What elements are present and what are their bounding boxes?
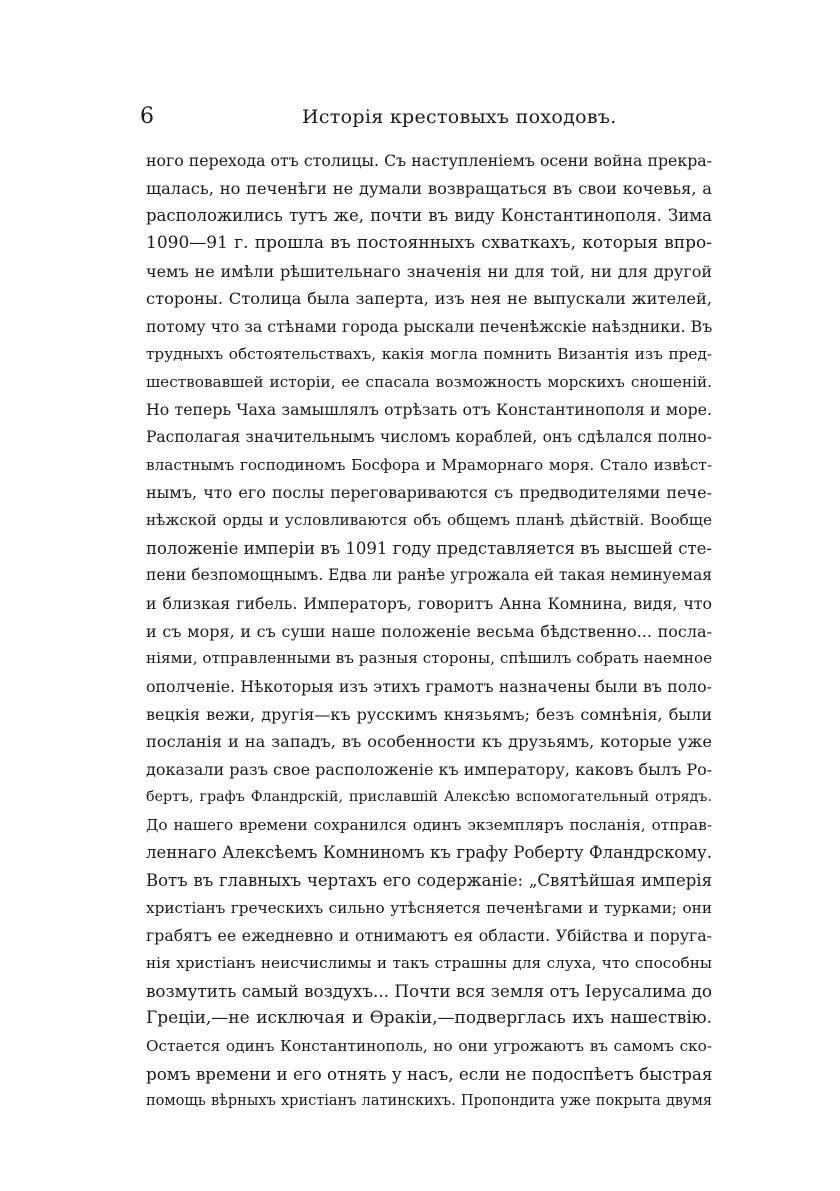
text-line: нія христіанъ неисчислимы и такъ страшны для слуха, что способны [146,953,712,972]
page-number: 6 [140,104,154,129]
text-line: грабятъ ее ежедневно и отнимаютъ ея области. Убійства и поруга- [146,926,712,946]
text-line: христіанъ греческихъ сильно утѣсняется печенѣгами и турками; они [146,898,712,917]
text-line: ніями, отправленными въ разныя стороны, спѣшилъ собрать наемное [146,649,712,668]
text-line: леннаго Алексѣемъ Комниномъ къ графу Роберту Фландрскому. [146,843,712,863]
text-line: чемъ не имѣли рѣшительнаго значенія ни для той, ни для другой [146,261,712,281]
page-header [140,100,710,134]
text-line: бертъ, графъ Фландрскій, приславшій Алексѣю вспомогательный отрядъ. [146,788,712,805]
text-line: ного перехода отъ столицы. Съ наступленіемъ осени война прекра- [146,151,712,170]
text-line: властнымъ господиномъ Босфора и Мраморнаго моря. Стало извѣст- [146,455,712,474]
text-line: Вотъ въ главныхъ чертахъ его содержаніе: „Святѣйшая имперія [146,870,712,890]
text-line: стороны. Столица была заперта, изъ нея не выпускали жителей, [146,289,712,309]
text-line: 1090—91 г. прошла въ постоянныхъ схваткахъ, которыя впро- [146,233,712,254]
text-line: щалась, но печенѣги не думали возвращаться въ свои кочевья, а [146,178,712,198]
text-line: нѣжской орды и условливаются объ общемъ планѣ дѣйствій. Вообще [146,510,712,529]
text-line: ополченіе. Нѣкоторыя изъ этихъ грамотъ назначены были въ поло- [146,677,712,697]
text-line: доказали разъ свое расположеніе къ императору, каковъ былъ Ро- [146,760,712,780]
text-line: пени безпомощнымъ. Едва ли ранѣе угрожала ей такая неминуемая [146,566,712,585]
running-title: Исторія крестовыхъ походовъ. [302,106,617,128]
text-line: вецкія вежи, другія—къ русскимъ князьямъ; безъ сомнѣнія, были [146,704,712,724]
text-line: трудныхъ обстоятельствахъ, какія могла помнить Византія изъ пред- [146,344,712,363]
text-line: шествовавшей исторіи, ее спасала возможность морскихъ сношеній. [146,372,712,391]
text-line: и съ моря, и съ суши наше положеніе весьма бѣдственно... посла- [146,621,712,641]
text-line: Располагая значительнымъ числомъ кораблей, онъ сдѣлался полно- [146,427,712,446]
text-line: Но теперь Чаха замышлялъ отрѣзать отъ Константинополя и море. [146,400,712,420]
text-line: расположились тутъ же, почти въ виду Константинополя. Зима [146,206,712,226]
text-line: потому что за стѣнами города рыскали печенѣжскіе наѣздники. Въ [146,317,712,337]
text-line: Греціи,—не исключая и Ѳракіи,—подверглась ихъ нашествію. [146,1008,712,1029]
text-line: и близкая гибель. Императоръ, говоритъ Анна Комнина, видя, что [146,594,712,613]
body-text [146,147,712,1116]
text-line: ромъ времени и его отнять у насъ, если не подоспѣетъ быстрая [146,1063,712,1084]
text-line: Остается одинъ Константинополь, но они угрожаютъ въ самомъ ско- [146,1037,712,1055]
text-line: возмутить самый воздухъ... Почти вся земля отъ Іерусалима до [146,980,712,1001]
text-line: помощь вѣрныхъ христіанъ латинскихъ. Пропондита уже покрыта двумя [146,1093,712,1110]
text-line: положеніе имперіи въ 1091 году представляется въ высшей сте- [146,538,712,558]
text-line: До нашего времени сохранился одинъ экземпляръ посланія, отправ- [146,815,712,834]
text-line: посланія и на западъ, въ особенности къ друзьямъ, которые уже [146,732,712,752]
text-line: нымъ, что его послы переговариваются съ предводителями пече- [146,483,712,503]
